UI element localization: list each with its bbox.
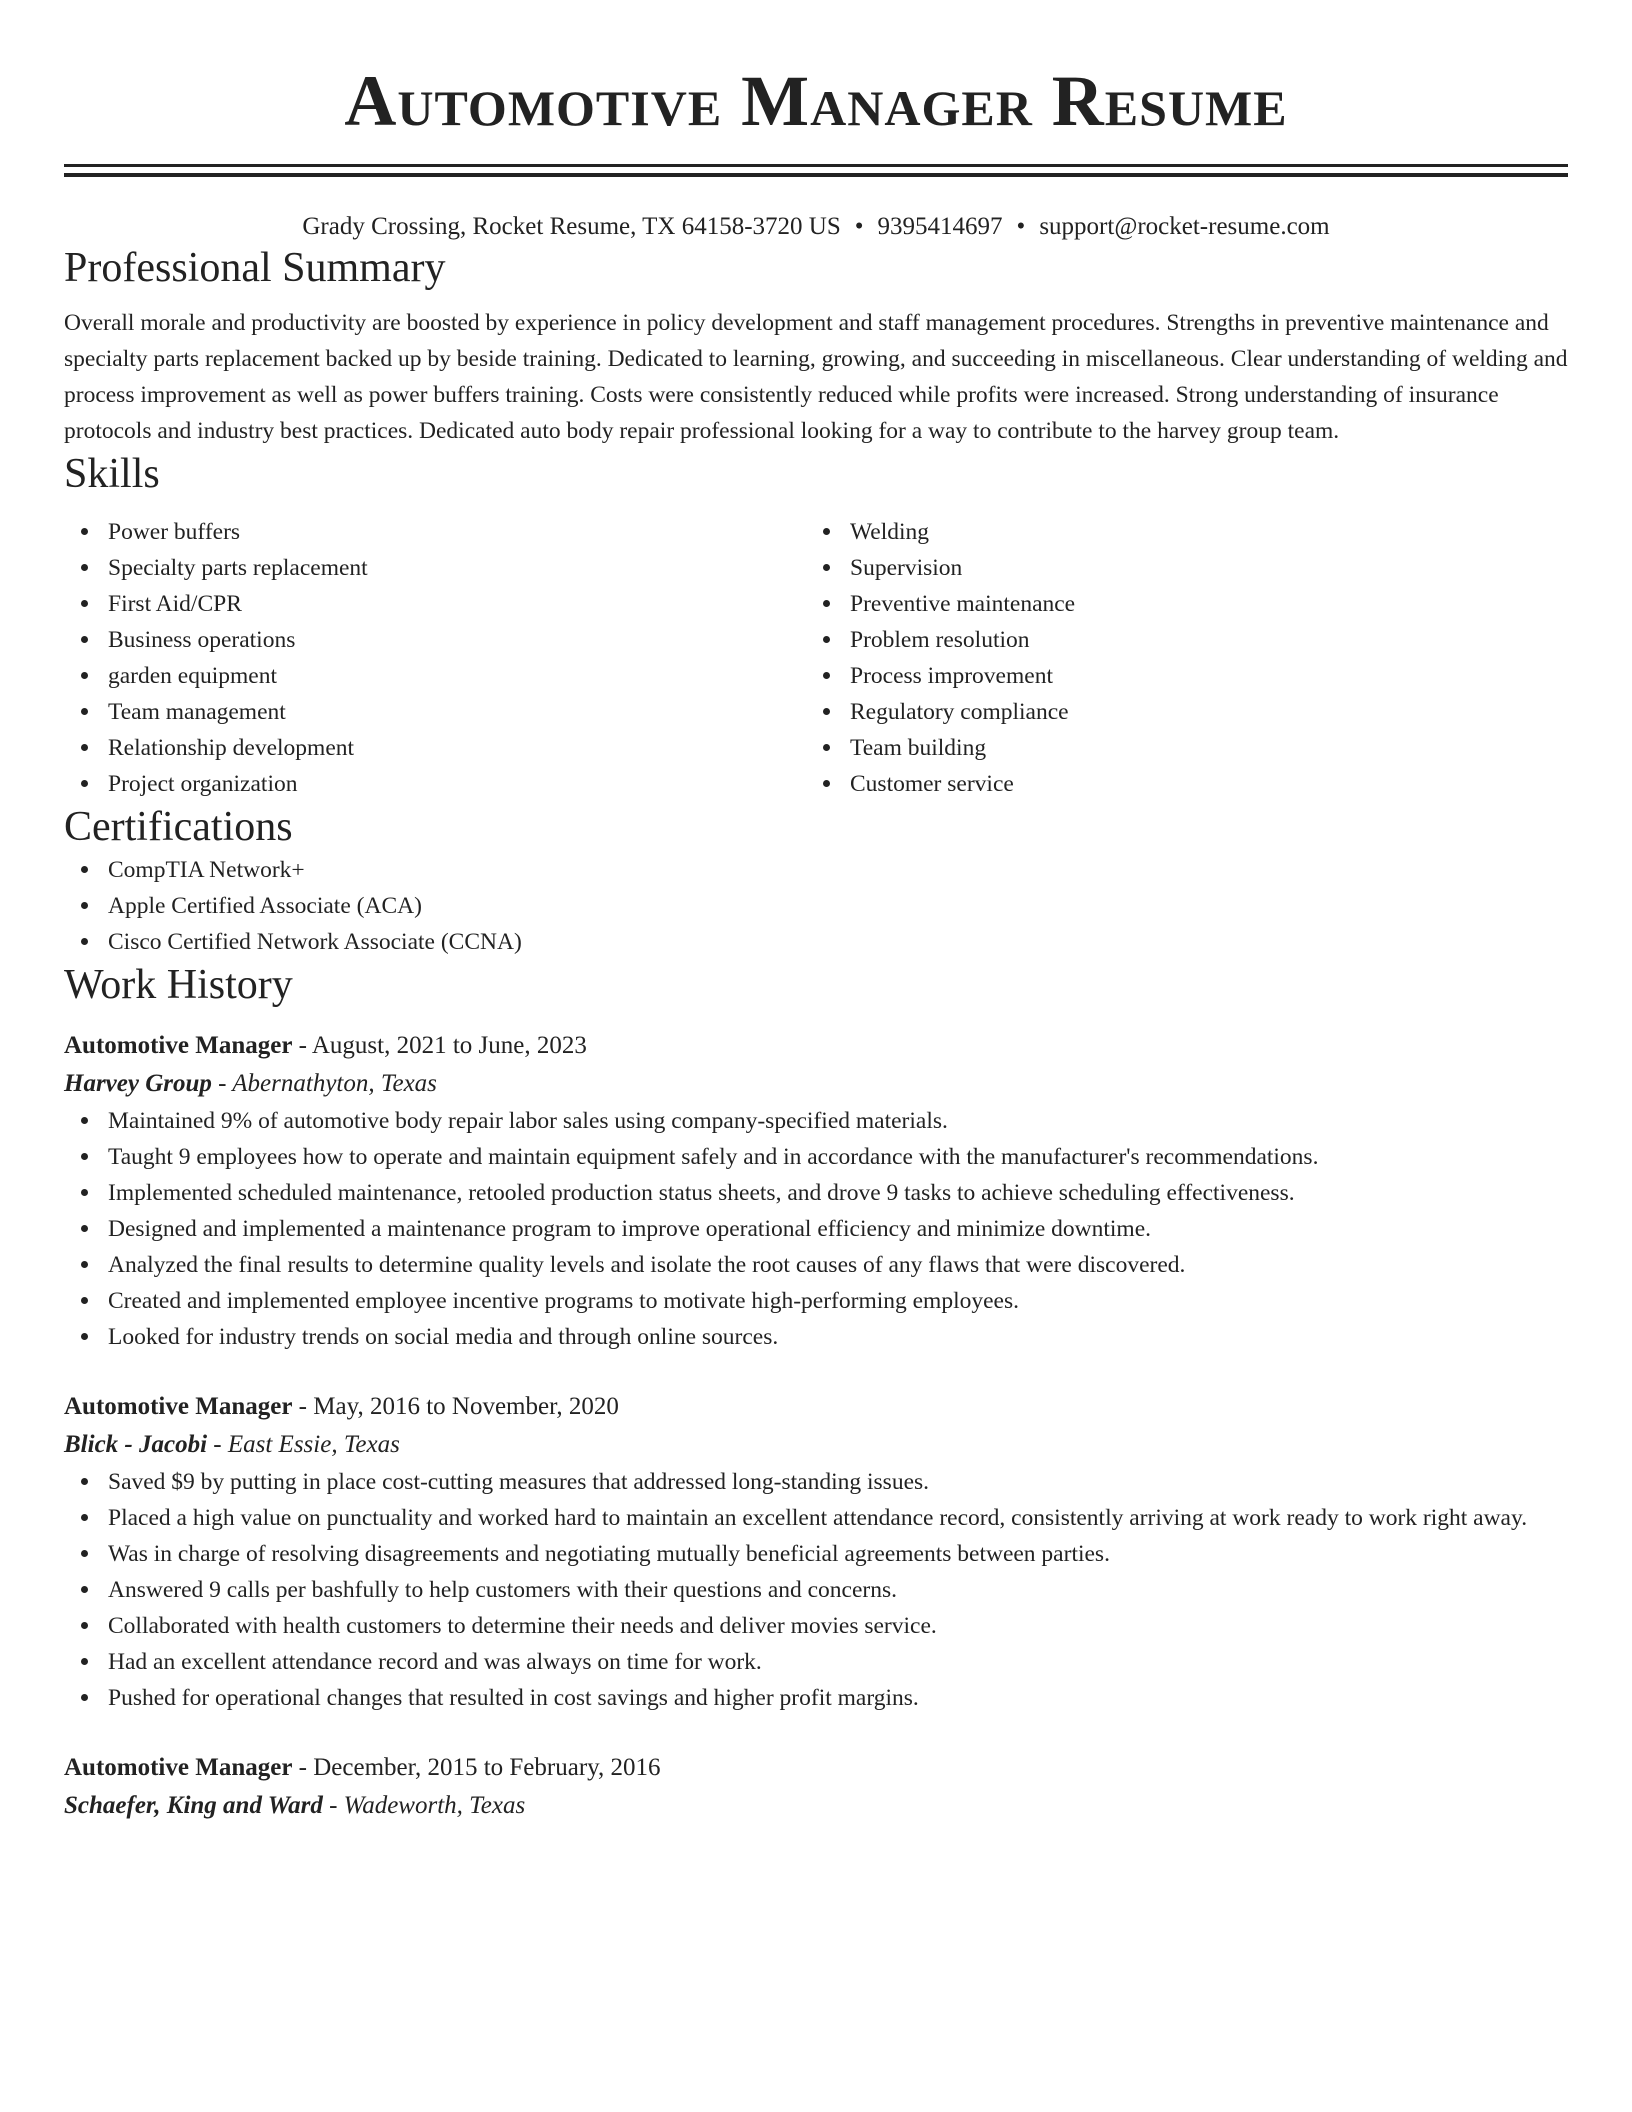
contact-phone: 9395414697 (877, 213, 1003, 240)
job-entry (64, 1749, 1568, 1825)
job-duty: Taught 9 employees how to operate and maintain equipment safely and in accordance with the manufacturer's recommendations. (108, 1139, 1568, 1175)
contact-address: Grady Crossing, Rocket Resume, TX 64158-3720 US (302, 213, 841, 240)
skill-item: Welding (850, 514, 1548, 550)
skills-section (64, 449, 1568, 802)
job-duty: Placed a high value on punctuality and worked hard to maintain an excellent attendance record, consistently arriving at work ready to work right away. (108, 1500, 1568, 1536)
job-location: - East Essie, Texas (207, 1431, 400, 1458)
certification-item: Cisco Certified Network Associate (CCNA) (108, 924, 1568, 960)
job-duty: Designed and implemented a maintenance program to improve operational efficiency and minimize downtime. (108, 1211, 1568, 1247)
job-duty: Collaborated with health customers to determine their needs and deliver movies service. (108, 1608, 1568, 1644)
job-title-line (64, 1027, 1568, 1065)
certifications-list (64, 852, 1568, 960)
skill-item: Regulatory compliance (850, 694, 1548, 730)
job-duty: Answered 9 calls per bashfully to help customers with their questions and concerns. (108, 1572, 1568, 1608)
skill-item: Project organization (108, 766, 806, 802)
certifications-section (64, 802, 1568, 960)
contact-separator: • (1016, 213, 1026, 240)
job-company: Harvey Group (64, 1070, 212, 1097)
skill-item: Team building (850, 730, 1548, 766)
job-location: - Wadeworth, Texas (322, 1792, 526, 1819)
job-company: Schaefer, King and Ward (64, 1792, 323, 1819)
job-entry (64, 1027, 1568, 1355)
job-employer-line (64, 1787, 1568, 1825)
contact-separator: • (854, 213, 864, 240)
contact-line (64, 211, 1568, 243)
job-dates: - May, 2016 to November, 2020 (292, 1393, 619, 1420)
skills-list-right (806, 514, 1548, 802)
work-history-heading: Work History (64, 962, 293, 1008)
job-duty: Implemented scheduled maintenance, retooled production status sheets, and drove 9 tasks to achieve scheduling effectiveness. (108, 1175, 1568, 1211)
skill-item: Process improvement (850, 658, 1548, 694)
job-employer-line (64, 1065, 1568, 1103)
job-duties-list (64, 1103, 1568, 1355)
skill-item: garden equipment (108, 658, 806, 694)
job-title: Automotive Manager (64, 1032, 293, 1059)
skills-heading: Skills (64, 451, 160, 497)
job-title-line (64, 1388, 1568, 1426)
job-employer-line (64, 1426, 1568, 1464)
job-duty: Saved $9 by putting in place cost-cutting measures that addressed long-standing issues. (108, 1464, 1568, 1500)
skills-column-right (806, 514, 1548, 802)
skill-item: Relationship development (108, 730, 806, 766)
job-duty: Maintained 9% of automotive body repair labor sales using company-specified materials. (108, 1103, 1568, 1139)
job-duty: Pushed for operational changes that resulted in cost savings and higher profit margins. (108, 1680, 1568, 1716)
skills-column-left (64, 514, 806, 802)
job-dates: - August, 2021 to June, 2023 (292, 1032, 587, 1059)
title-divider-bottom (64, 173, 1568, 177)
resume-page (64, 0, 1568, 1825)
certification-item: Apple Certified Associate (ACA) (108, 888, 1568, 924)
skill-item: Preventive maintenance (850, 586, 1548, 622)
job-duty: Was in charge of resolving disagreements and negotiating mutually beneficial agreements between parties. (108, 1536, 1568, 1572)
job-company: Blick - Jacobi (64, 1431, 208, 1458)
job-duty: Created and implemented employee incentive programs to motivate high-performing employees. (108, 1283, 1568, 1319)
skills-list-left (64, 514, 806, 802)
skill-item: Specialty parts replacement (108, 550, 806, 586)
job-duty: Analyzed the final results to determine quality levels and isolate the root causes of any flaws that were discovered. (108, 1247, 1568, 1283)
certification-item: CompTIA Network+ (108, 852, 1568, 888)
skill-item: Team management (108, 694, 806, 730)
skill-item: Customer service (850, 766, 1548, 802)
skills-grid (64, 514, 1568, 802)
job-location: - Abernathyton, Texas (211, 1070, 437, 1097)
job-entry (64, 1388, 1568, 1716)
contact-email: support@rocket-resume.com (1039, 213, 1330, 240)
skill-item: First Aid/CPR (108, 586, 806, 622)
skill-item: Problem resolution (850, 622, 1548, 658)
job-duties-list (64, 1464, 1568, 1716)
resume-title: Automotive Manager Resume (344, 61, 1288, 141)
work-history-section (64, 960, 1568, 1825)
job-title-line (64, 1749, 1568, 1787)
skill-item: Power buffers (108, 514, 806, 550)
certifications-heading: Certifications (64, 804, 293, 850)
job-duty: Had an excellent attendance record and was always on time for work. (108, 1644, 1568, 1680)
job-dates: - December, 2015 to February, 2016 (292, 1754, 661, 1781)
skill-item: Business operations (108, 622, 806, 658)
summary-heading: Professional Summary (64, 245, 446, 291)
summary-section (64, 243, 1568, 449)
title-divider-top (64, 164, 1568, 167)
summary-text: Overall morale and productivity are boosted by experience in policy development and staff management procedures. Strengths in preventive maintenance and specialty parts replacement backed up by beside training. Dedicated to learning, growing, and succeeding in miscellaneous. Clear understanding of welding and process improvement as well as power buffers training. Costs were consistently reduced while profits were increased. Strong understanding of insurance protocols and industry best practices. Dedicated auto body repair professional looking for a way to contribute to the harvey group team. (64, 310, 1568, 444)
job-title: Automotive Manager (64, 1754, 293, 1781)
job-duty: Looked for industry trends on social media and through online sources. (108, 1319, 1568, 1355)
job-title: Automotive Manager (64, 1393, 293, 1420)
skill-item: Supervision (850, 550, 1548, 586)
